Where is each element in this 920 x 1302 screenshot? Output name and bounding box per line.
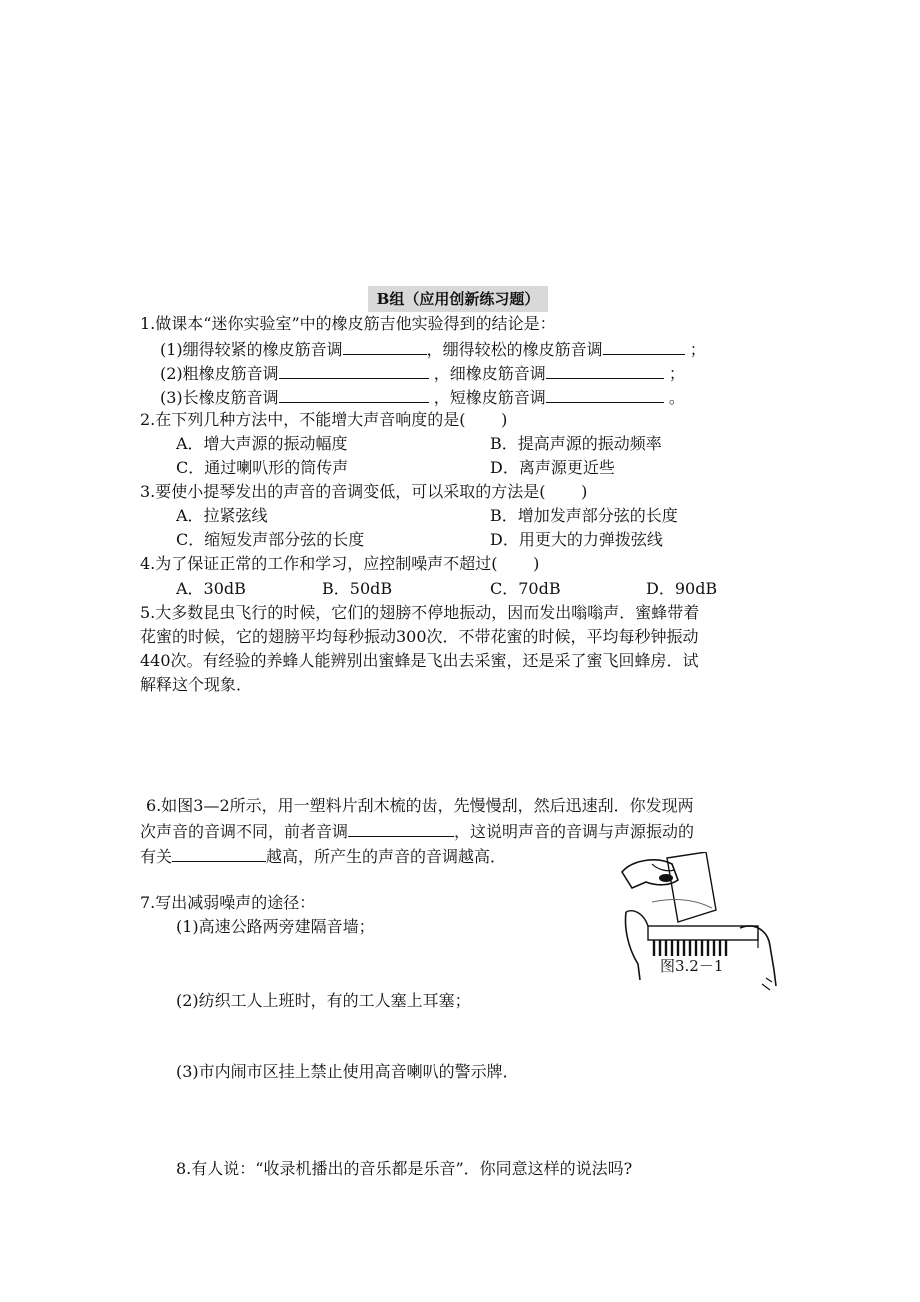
q2-option-b[interactable]: B．提高声源的振动频率 [490,434,662,453]
q3-option-a[interactable]: A．拉紧弦线 [176,506,268,525]
q4-option-a[interactable]: A．30dB [176,579,246,598]
answer-blank[interactable] [172,843,266,862]
q4-option-d[interactable]: D．90dB [646,579,718,598]
answer-blank[interactable] [343,336,427,355]
q2-stem: 2.在下列几种方法中，不能增大声音响度的是( ) [140,410,508,429]
q5-line-2: 花蜜的时候，它的翅膀平均每秒振动300次．不带花蜜的时候，平均每秒钟振动 [140,627,699,646]
answer-blank[interactable] [546,360,664,379]
q4-option-b[interactable]: B．50dB [322,579,393,598]
q5-line-1: 5.大多数昆虫飞行的时候，它们的翅膀不停地振动，因而发出嗡嗡声．蜜蜂带着 [140,603,700,622]
q1-stem: 1.做课本“迷你实验室”中的橡皮筋吉他实验得到的结论是： [140,314,556,333]
q2-option-c[interactable]: C．通过喇叭形的筒传声 [176,458,349,477]
q4-stem: 4.为了保证正常的工作和学习，应控制噪声不超过( ) [140,554,540,573]
q7-item-1: (1)高速公路两旁建隔音墙； [176,917,375,936]
q3-option-d[interactable]: D．用更大的力弹拨弦线 [490,530,663,549]
q2-option-d[interactable]: D．离声源更近些 [490,458,615,477]
q5-line-4: 解释这个现象． [140,675,253,694]
q1-line-2: (2)粗橡皮筋音调 ，细橡皮筋音调 ； [160,360,685,386]
q3-option-c[interactable]: C．缩短发声部分弦的长度 [176,530,365,549]
q8-stem: 8.有人说：“收录机播出的音乐都是乐音”．你同意这样的说法吗? [176,1159,633,1178]
q7-stem: 7.写出减弱噪声的途径： [140,893,316,912]
q4-option-c[interactable]: C．70dB [490,579,561,598]
q2-option-a[interactable]: A．增大声源的振动幅度 [176,434,348,453]
answer-blank[interactable] [279,384,429,403]
q6-line-2: 次声音的音调不同，前者音调 ，这说明声音的音调与声源振动的 [140,818,694,844]
q3-option-b[interactable]: B．增加发声部分弦的长度 [490,506,678,525]
q5-line-3: 440次。有经验的养蜂人能辨别出蜜蜂是飞出去采蜜，还是采了蜜飞回蜂房．试 [140,651,699,670]
q7-item-3: (3)市内闹市区挂上禁止使用高音喇叭的警示牌． [176,1062,519,1081]
q1-line-1: (1)绷得较紧的橡皮筋音调 ，绷得较松的橡皮筋音调 ； [160,336,706,362]
figure-caption: 图3.2－1 [660,957,724,975]
answer-blank[interactable] [279,360,429,379]
answer-blank[interactable] [546,384,664,403]
q1-line-3: (3)长橡皮筋音调 ，短橡皮筋音调 。 [160,384,685,410]
q3-stem: 3.要使小提琴发出的声音的音调变低，可以采取的方法是( ) [140,482,588,501]
section-heading: B组（应用创新练习题） [368,286,548,312]
q7-item-2: (2)纺织工人上班时，有的工人塞上耳塞； [176,991,471,1010]
answer-blank[interactable] [348,818,454,837]
answer-blank[interactable] [603,336,685,355]
q6-line-3: 有关 越高，所产生的声音的音调越高． [140,843,506,869]
q6-line-1: 6.如图3—2所示，用一塑料片刮木梳的齿，先慢慢刮，然后迅速刮．你发现两 [146,796,694,815]
